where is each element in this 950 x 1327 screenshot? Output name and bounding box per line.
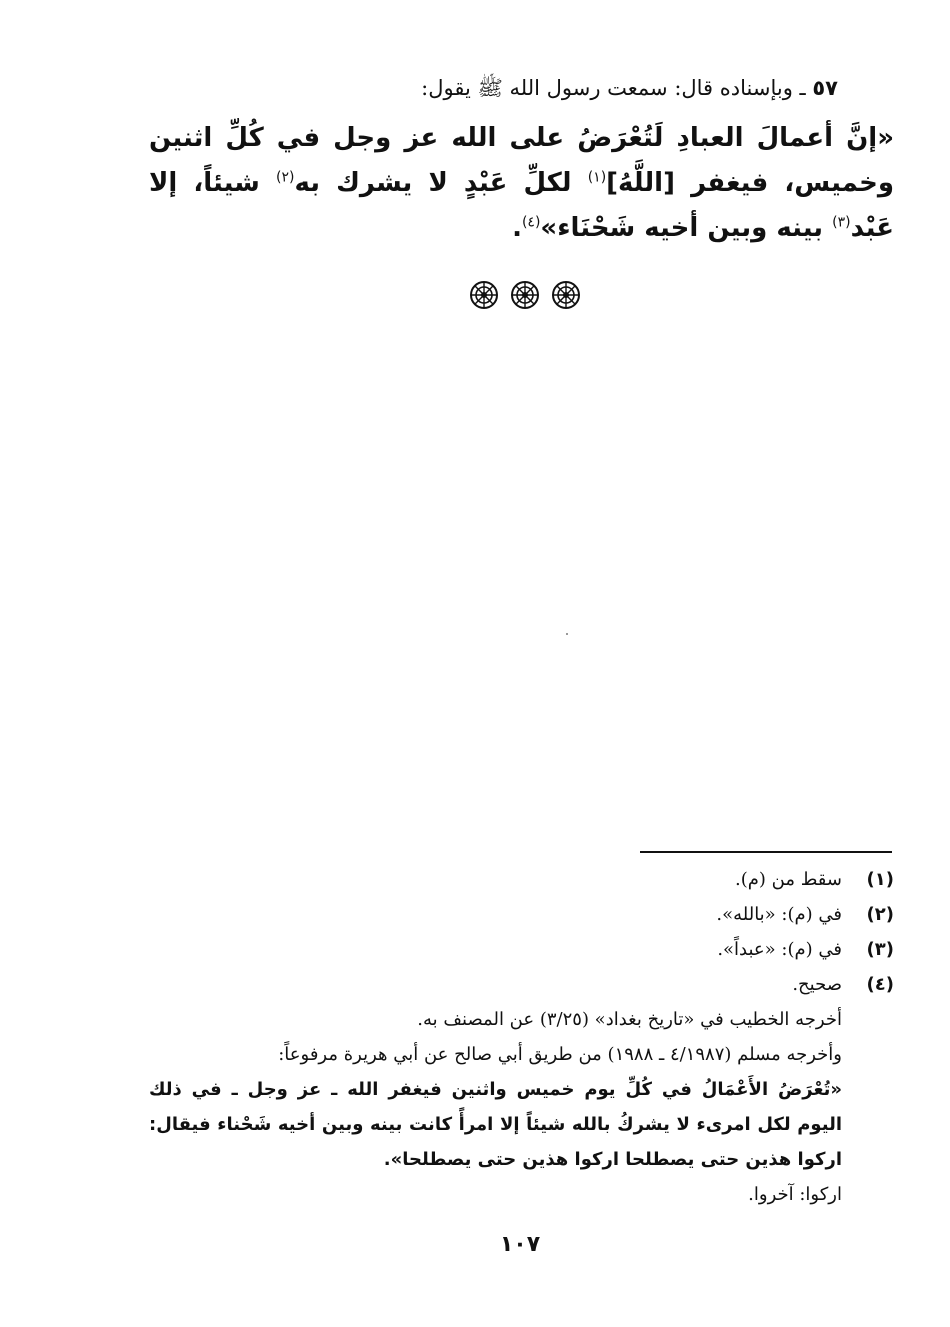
hadith-text-part-3: شيئاً، إلا عَبْد: [149, 168, 894, 243]
page-number: ١٠٧: [499, 1232, 541, 1257]
footnote-1: [149, 862, 894, 897]
footnote-2: [149, 897, 894, 932]
takhrij-muslim: وأخرجه مسلم (٤/١٩٨٧ ـ ١٩٨٨) من طريق أبي صالح عن أبي هريرة مرفوعاً:: [278, 1044, 842, 1065]
hadith-text-part-4: بينه وبين أخيه شَحْنَاء»: [540, 213, 833, 243]
rosette-icon: [510, 280, 540, 310]
rosette-icon: [469, 280, 499, 310]
hadith-number-dash: ـ: [792, 76, 813, 100]
hadith-text-part-2: لكلِّ عَبْدٍ لا يشرك به: [294, 168, 588, 198]
footnote-3: [149, 932, 894, 967]
footnote-text: في (م): «بالله».: [716, 904, 842, 925]
footnote-ref-2: (٢): [275, 169, 295, 186]
footnote-number: (١): [866, 869, 894, 890]
section-divider-ornament: [469, 280, 581, 312]
footnotes-section: [149, 862, 894, 1212]
word-gloss: اركوا: آخروا.: [748, 1184, 842, 1205]
footnote-text: في (م): «عبداً».: [717, 939, 842, 960]
footnote-number: (٤): [866, 974, 894, 995]
footnote-4: [149, 967, 894, 1002]
footnote-text: سقط من (م).: [735, 869, 842, 890]
footnote-text: صحيح.: [792, 974, 842, 995]
hadith-text-part-1: «إنَّ أعمالَ العبادِ لَتُعْرَضُ على الله عز وجل في كُلِّ اثنين وخميس، فيغفر [اللَّهُ]: [149, 123, 895, 198]
scan-speck: [566, 633, 568, 635]
takhrij-khatib: أخرجه الخطيب في «تاريخ بغداد» (٣/٢٥) عن المصنف به.: [417, 1009, 842, 1030]
hadith-intro-text: وبإسناده قال: سمعت رسول الله ﷺ يقول:: [421, 76, 793, 100]
hadith-intro-line: [138, 70, 838, 106]
footnote-ref-4: (٤): [521, 214, 541, 231]
hadith-text: [149, 116, 894, 251]
footnote-ref-3: (٣): [832, 214, 851, 231]
hadith-text-end: .: [512, 213, 522, 243]
footnote-ref-1: (١): [587, 169, 607, 186]
muslim-hadith-quote: «تُعْرَضُ الأَعْمَالُ في كُلِّ يوم خميس واثنين فيغفر الله ـ عز وجل ـ في ذلك اليوم لكل امرىء لا يشركُ بالله شيئاً إلا امرأً كانت بينه وبين أخيه شَحْناء فيقال: اركوا هذين حتى يصطلحا اركوا هذين حتى يصطلحا».: [149, 1079, 842, 1170]
hadith-number: ٥٧: [812, 76, 838, 100]
footnote-number: (٣): [866, 939, 894, 960]
footnote-number: (٢): [866, 904, 894, 925]
rosette-icon: [551, 280, 581, 310]
footnote-separator: [640, 851, 892, 853]
